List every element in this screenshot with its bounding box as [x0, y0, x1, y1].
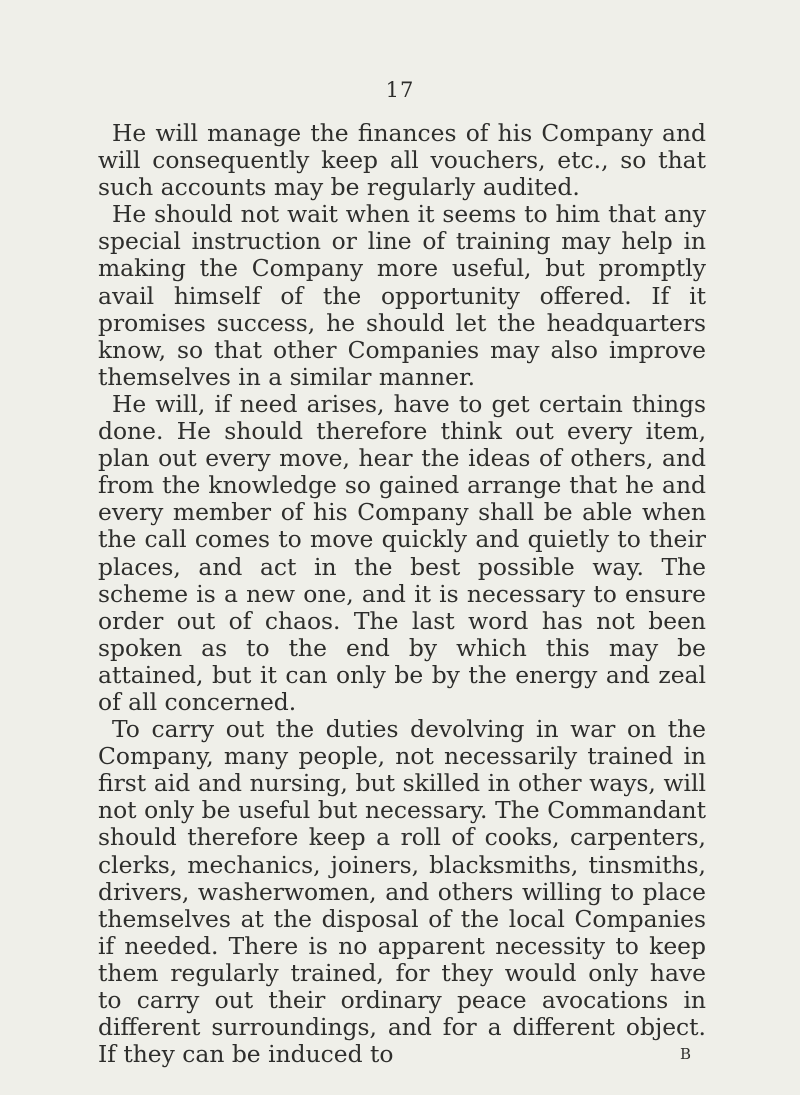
- paragraph-certain-things-done: He will, if need arises, have to get certain things done. He should therefore think out every item, plan out every move, hear the ideas of others, and from the knowledge so gained arrange that he and every member of his Company shall be able when the call comes to move quickly and quietly to their places, and act in the best possible way. The scheme is a new one, and it is necessary to ensure order out of chaos. The last word has not been spoken as to the end by which this may be attained, but it can only be by the energy and zeal of all concerned.: [98, 389, 706, 716]
- paragraph-finances: He will manage the finances of his Company and will consequently keep all vouchers, etc., so that such accounts may be regularly audited.: [98, 119, 706, 202]
- body-text: [98, 120, 706, 1068]
- paragraph-special-instruction: He should not wait when it seems to him that any special instruction or line of training may help in making the Company more useful, but promptly avail himself of the opportunity offered. If it promises success, he should let the headquarters know, so that other Companies may also improve themselves in a similar manner.: [98, 200, 706, 391]
- signature-mark: B: [680, 1045, 693, 1063]
- page-number: 17: [385, 78, 415, 102]
- paragraph-duties-in-war: To carry out the duties devolving in war on the Company, many people, not necessarily trained in first aid and nursing, but skilled in other ways, will not only be useful but necessary. The Commandant should therefore keep a roll of cooks, carpenters, clerks, mechanics, joiners, blacksmiths, tinsmiths, drivers, washerwomen, and others willing to place themselves at the disposal of the local Companies if needed. There is no apparent necessity to keep them regularly trained, for they would only have to carry out their ordinary peace avocations in different surroundings, and for a different object. If they can be induced to: [98, 715, 706, 1069]
